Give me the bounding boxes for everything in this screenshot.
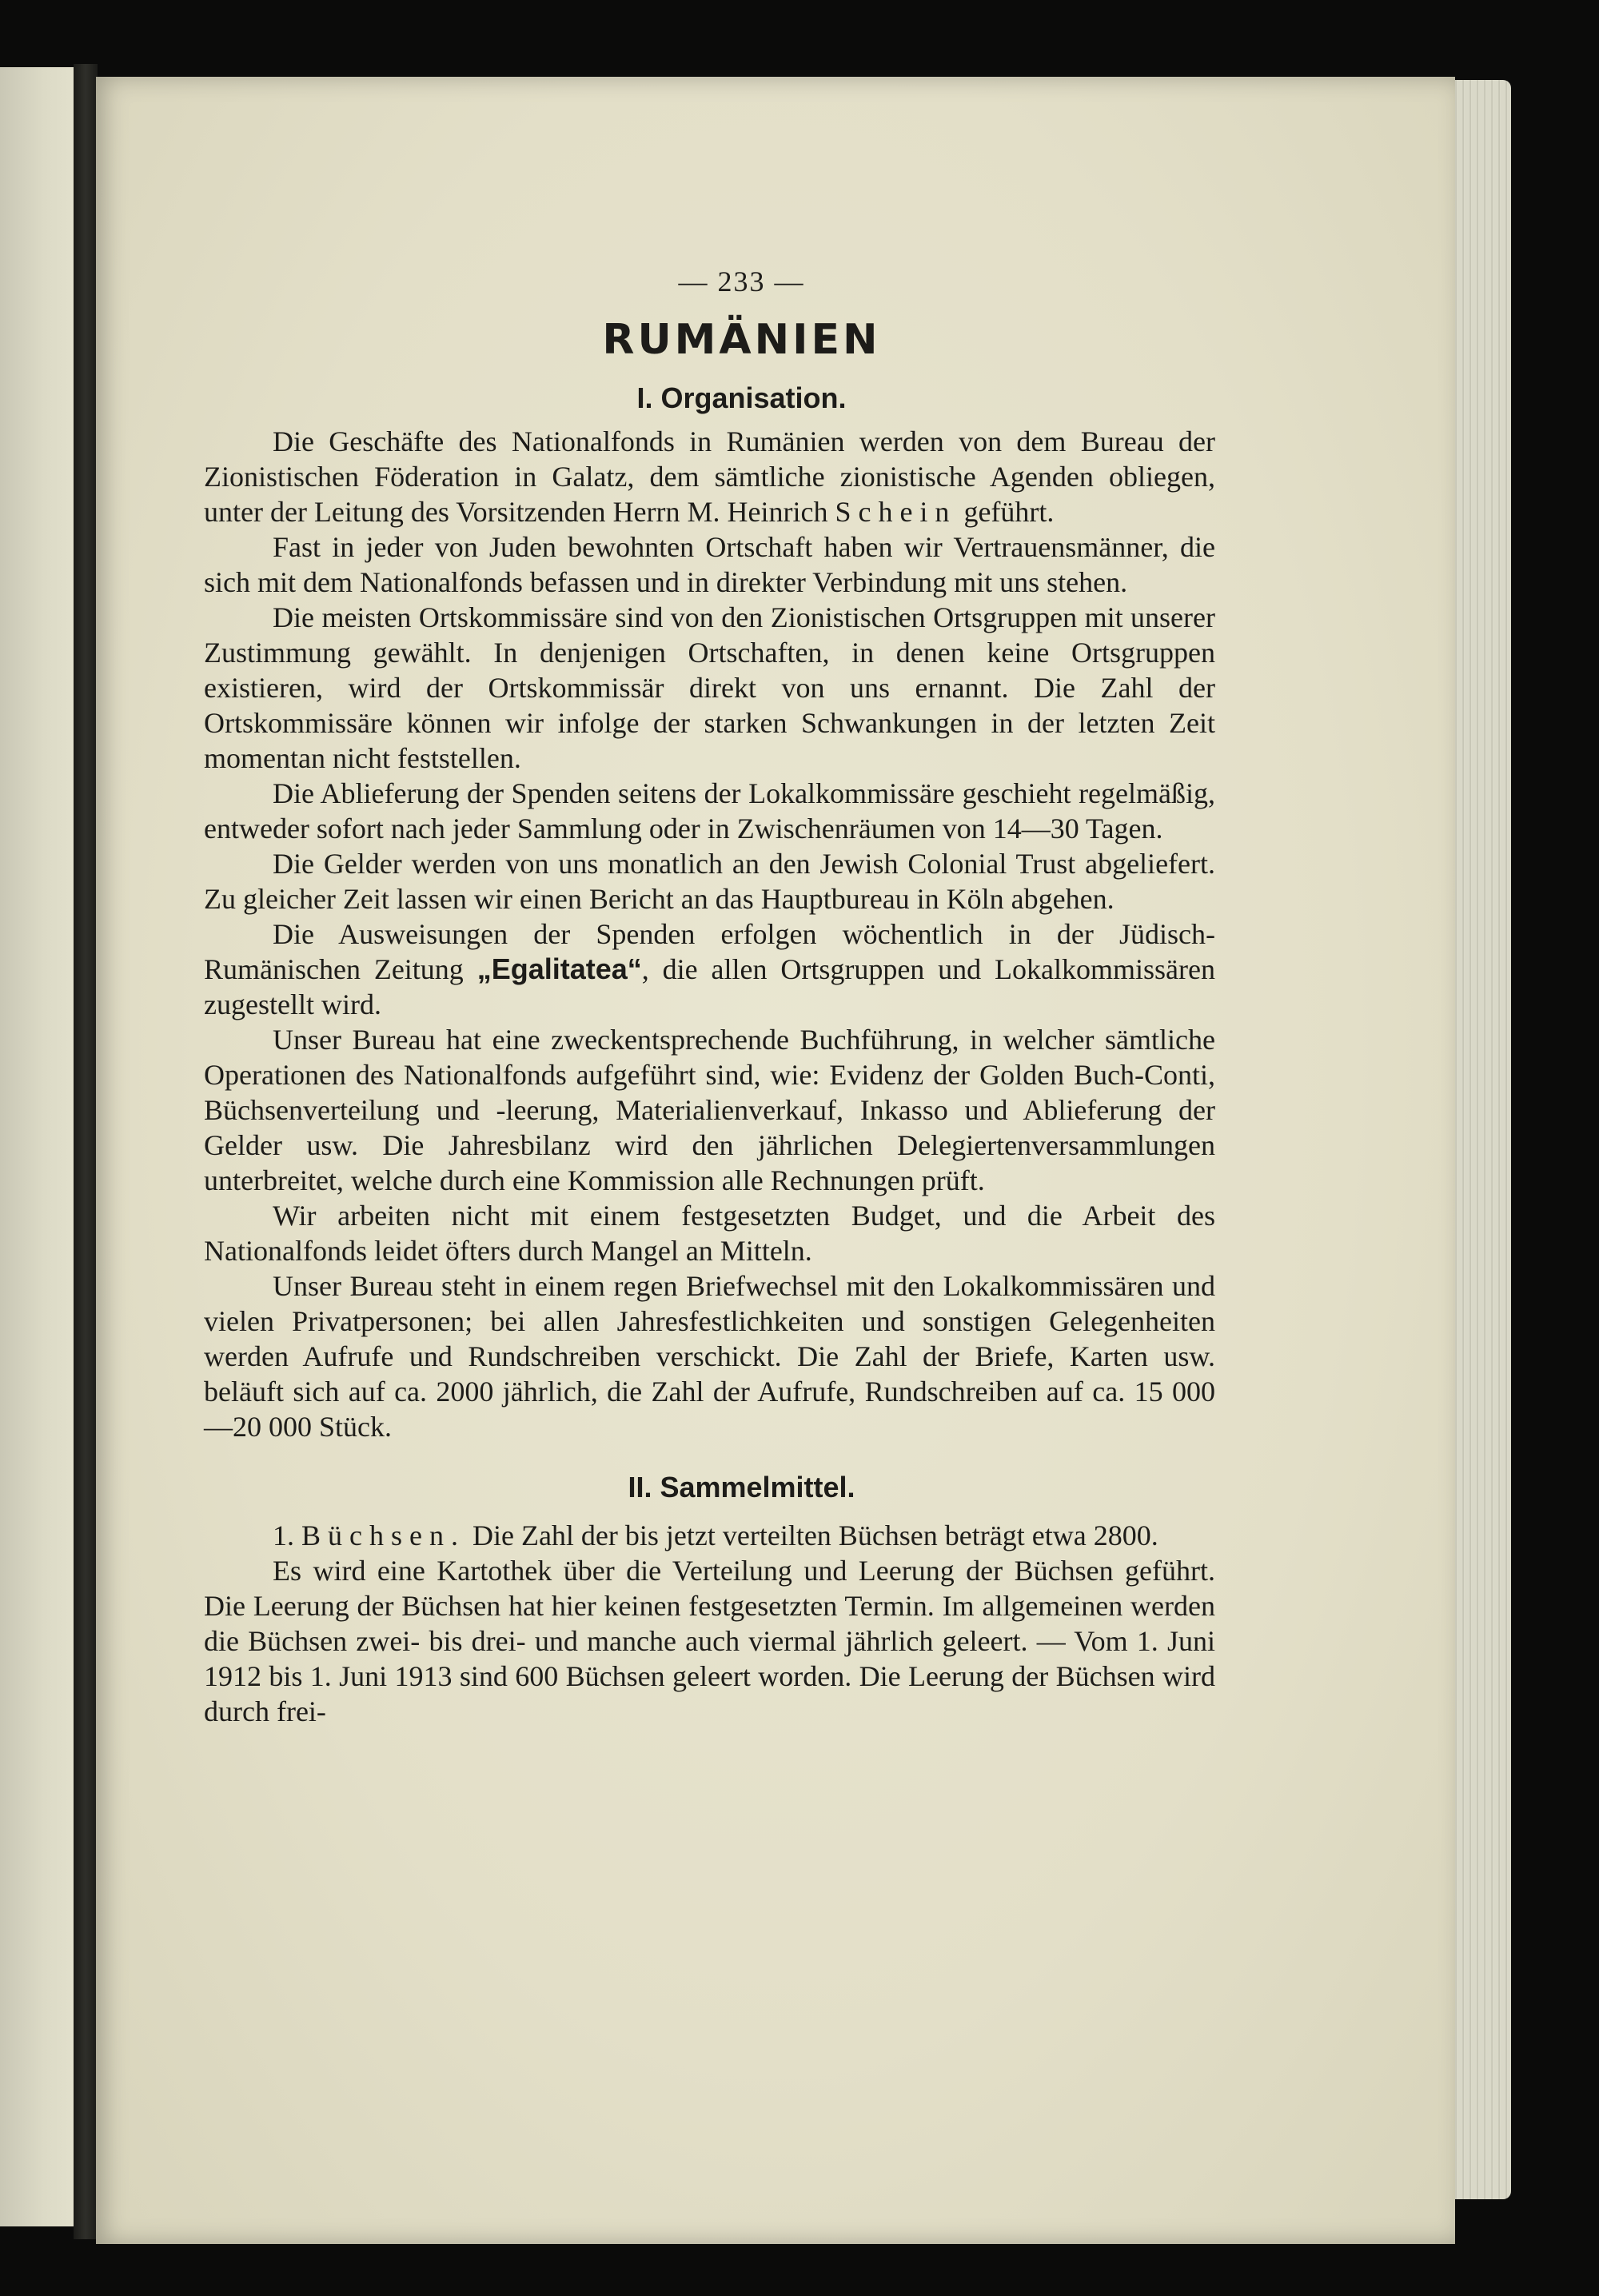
facing-page-edge — [0, 67, 74, 2226]
paragraph-text: Die Geschäfte des Nationalfonds in Rumänien werden von dem Bureau der Zionistischen Föderation in Galatz, dem sämtliche zionistische Agenden obliegen, unter der Leitung des Vorsitzenden Herrn M. Heinrich — [204, 425, 1215, 528]
paragraph: Die Ablieferung der Spenden seitens der Lokalkommissäre geschieht regelmäßig, entweder sofort nach jeder Sammlung oder in Zwischenräumen von 14—30 Tagen. — [204, 777, 1215, 845]
paragraph — [204, 424, 1215, 529]
paragraph: Die meisten Ortskommissäre sind von den Zionistischen Ortsgruppen mit unserer Zustimmung gewählt. In denjenigen Ortschaften, in denen keine Ortsgruppen existieren, wird der Ortskommissär direkt von uns ernannt. Die Zahl der Ortskommissäre können wir infolge der starken Schwankungen in der letzten Zeit momentan nicht feststellen. — [204, 601, 1215, 774]
page-content — [204, 264, 1215, 1729]
paragraph-text: , die allen Ortsgruppen und Lokalkommissären zugestellt wird. — [204, 953, 1215, 1020]
paragraph: Die Gelder werden von uns monatlich an den Jewish Colonial Trust abgeliefert. Zu gleicher Zeit lassen wir einen Bericht an das Hauptbureau in Köln abgehen. — [204, 848, 1215, 915]
item-number: 1. — [273, 1519, 301, 1551]
book-gutter — [74, 64, 98, 2239]
chairman-name: Schein — [835, 496, 957, 528]
paragraph — [204, 916, 1215, 1022]
paragraph: Unser Bureau steht in einem regen Briefwechsel mit den Lokalkommissären und vielen Privatpersonen; bei allen Jahresfestlichkeiten und sonstigen Gelegenheiten werden Aufrufe und Rundschreiben verschickt. Die Zahl der Briefe, Karten usw. beläuft sich auf ca. 2000 jährlich, die Zahl der Aufrufe, Rundschreiben auf ca. 15 000—20 000 Stück. — [204, 1270, 1215, 1443]
paragraph: Fast in jeder von Juden bewohnten Ortschaft haben wir Vertrauensmänner, die sich mit dem Nationalfonds befassen und in direkter Verbindung mit uns stehen. — [204, 531, 1215, 598]
page-title: RUMÄNIEN — [602, 316, 881, 364]
section-heading-organisation: I. Organisation. — [636, 381, 847, 414]
paragraph-text: Die Ausweisungen der Spenden erfolgen wöchentlich in der Jüdisch-Rumänischen Zeitung — [204, 918, 1215, 985]
paragraph: Unser Bureau hat eine zweckentsprechende Buchführung, in welcher sämtliche Operationen des Nationalfonds aufgeführt sind, wie: Evidenz der Golden Buch-Conti, Büchsenverteilung und -leerung, Materialienverkauf, Inkasso und Ablieferung der Gelder usw. Die Jahresbilanz wird den jährlichen Delegiertenversammlungen unterbreitet, welche durch eine Kommission alle Rechnungen prüft. — [204, 1024, 1215, 1196]
paragraph: Wir arbeiten nicht mit einem festgesetzten Budget, und die Arbeit des Nationalfonds leidet öfters durch Mangel an Mitteln. — [204, 1200, 1215, 1267]
paragraph — [204, 1518, 1215, 1553]
newspaper-name: „Egalitatea“ — [477, 952, 642, 985]
item-term: Büchsen. — [301, 1519, 465, 1551]
paragraph: Es wird eine Kartothek über die Verteilung und Leerung der Büchsen geführt. Die Leerung der Büchsen hat hier keinen festgesetzten Termin. Im allgemeinen werden die Büchsen zwei- bis drei- und manche auch viermal jährlich geleert. — Vom 1. Juni 1912 bis 1. Juni 1913 sind 600 Büchsen geleert worden. Die Leerung der Büchsen wird durch frei- — [204, 1555, 1215, 1727]
paragraph-text: geführt. — [956, 496, 1055, 528]
page-number: — 233 — — [678, 266, 805, 297]
section-heading-sammelmittel: II. Sammelmittel. — [628, 1471, 855, 1503]
paragraph-text: Die Zahl der bis jetzt verteilten Büchsen beträgt etwa 2800. — [465, 1519, 1158, 1551]
